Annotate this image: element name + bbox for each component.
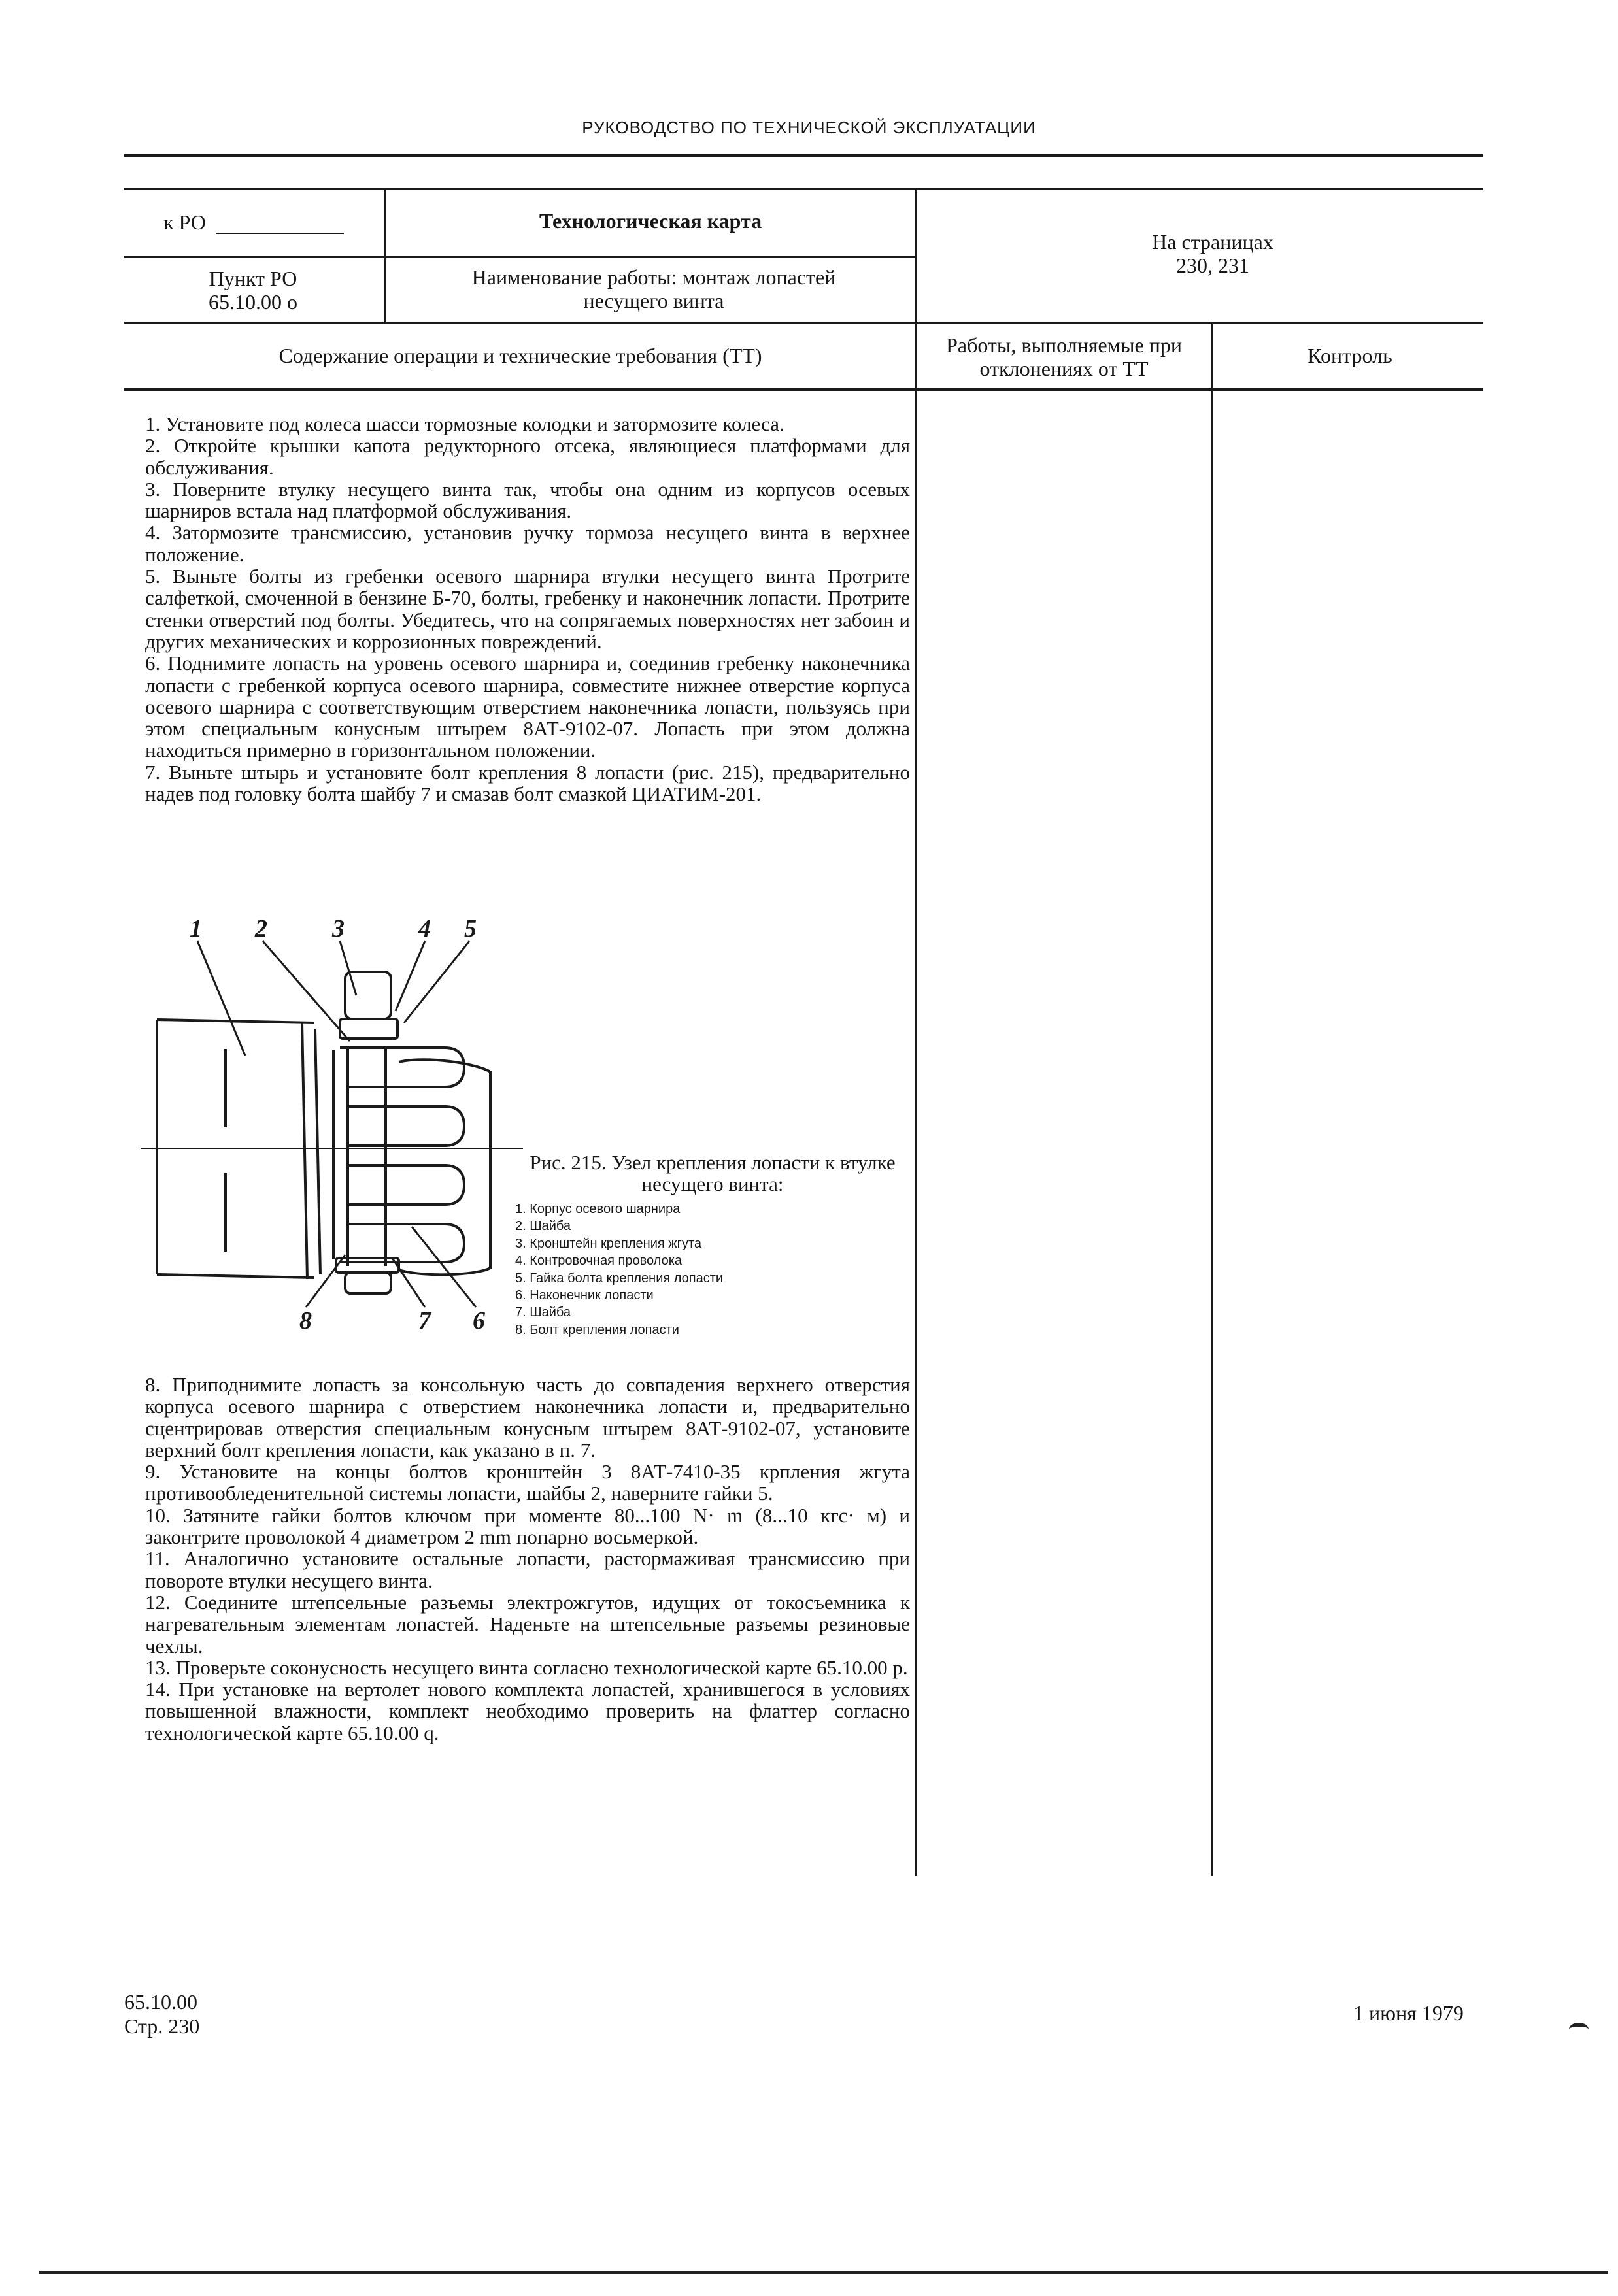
table-rule-header-bottom (124, 388, 1483, 391)
table-col-divider-1 (384, 190, 386, 323)
leader-lines (197, 941, 476, 1307)
table-rule-top (124, 188, 1483, 190)
scan-mark (1569, 2023, 1589, 2036)
operation-step: 11. Аналогично установите остальные лопасти, растормаживая трансмиссию при повороте втулки несущего винта. (145, 1547, 910, 1592)
operation-step: 12. Соедините штепсельные разъемы электрожгутов, идущих от токосъемника к нагревательным элементам лопастей. Наденьте на штепсельные разъемы резиновые чехлы. (145, 1590, 910, 1657)
footer-left (124, 1990, 199, 2038)
figure-part: 3. Кронштейн крепления жгута (515, 1236, 702, 1251)
callout-3: 3 (332, 915, 345, 942)
col-header-content: Содержание операции и технические требования (ТТ) (278, 344, 762, 367)
footer-page: Стр. 230 (124, 2014, 200, 2038)
operations-list (145, 413, 910, 805)
bolt-assembly (336, 972, 399, 1293)
callout-8: 8 (299, 1307, 312, 1335)
pages-label: На страницах (1152, 230, 1273, 254)
card-title: Технологическая карта (539, 209, 762, 233)
figure-part: 7. Шайба (515, 1305, 571, 1320)
item-ro-value: 65.10.00 о (209, 290, 297, 314)
item-ro (165, 267, 341, 314)
footer-doc-number: 65.10.00 (124, 1990, 197, 2014)
header-rule (124, 154, 1483, 157)
callout-2: 2 (255, 915, 267, 942)
running-header: РУКОВОДСТВО ПО ТЕХНИЧЕСКОЙ ЭКСПЛУАТАЦИИ (582, 118, 1036, 137)
operation-step: 8. Приподнимите лопасть за консольную часть до совпадения верхнего отверстия корпуса осевого шарнира с отверстием наконечника лопасти и, предварительно сцентрировав отверстия специальным конусным штырем 8АТ-9102-07, установите верхний болт крепления лопасти, как указано в п. 7. (145, 1373, 910, 1461)
ref-ro (163, 210, 346, 234)
figure-part: 6. Наконечник лопасти (515, 1288, 654, 1303)
operation-step: 1. Установите под колеса шасси тормозные колодки и затормозите колеса. (145, 412, 784, 435)
operation-step: 7. Выньте штырь и установите болт крепления 8 лопасти (рис. 215), предварительно надев под головку болта шайбу 7 и смазав болт смазкой ЦИАТИМ-201. (145, 760, 910, 806)
callout-7: 7 (418, 1307, 431, 1335)
col-header-deviations: Работы, выполняемые при отклонениях от ТТ (946, 333, 1182, 380)
figure-part: 4. Контровочная проволока (515, 1254, 683, 1269)
table-rule-mid (124, 256, 915, 258)
ref-ro-blank-line (216, 233, 344, 234)
blade-tip (333, 1048, 490, 1274)
pages-info (1115, 230, 1311, 277)
figure-part: 5. Гайка болта крепления лопасти (515, 1271, 724, 1286)
item-ro-label: Пункт РО (209, 267, 297, 290)
operation-step: 13. Проверьте соконусность несущего винта согласно технологической карте 65.10.00 р. (145, 1655, 908, 1679)
operation-step: 14. При установке на вертолет нового комплекта лопастей, хранившегося в условиях повышенной влажности, комплект необходимо проверить на флаттер согласно технологической карте 65.10.00 q. (145, 1678, 910, 1744)
footer-date: 1 июня 1979 (1353, 2001, 1464, 2025)
operation-step: 5. Выньте болты из гребенки осевого шарнира втулки несущего винта Протрите салфеткой, смоченной в бензине Б-70, болты, гребенку и наконечник лопасти. Протрите стенки отверстий под болты. Убедитесь, что на сопрягаемых поверхностях нет забоин и других механических и коррозионных повреждений. (145, 565, 910, 653)
operation-step: 10. Затяните гайки болтов ключом при моменте 80...100 N· m (8...10 кгс· м) и законтрите проволокой 4 диаметром 2 mm попарно восьмеркой. (145, 1503, 910, 1549)
pages-value: 230, 231 (1176, 254, 1249, 277)
table-col-divider-3 (1211, 323, 1213, 1876)
ref-ro-label: к РО (163, 210, 206, 234)
col-header-control: Контроль (1307, 344, 1392, 367)
figure-part: 2. Шайба (515, 1219, 571, 1234)
figure-215 (137, 912, 915, 1356)
operation-step: 3. Поверните втулку несущего винта так, чтобы она одним из корпусов осевых шарниров встала над платформой обслуживания. (145, 477, 910, 523)
figure-caption: Рис. 215. Узел крепления лопасти к втулке несущего винта: (530, 1151, 896, 1195)
callout-6: 6 (473, 1307, 485, 1335)
figure-part: 8. Болт крепления лопасти (515, 1322, 679, 1337)
operations-list-continued (145, 1374, 910, 1744)
callout-5: 5 (464, 915, 477, 942)
axial-hinge-body (157, 1020, 320, 1279)
table-rule-header-top (124, 322, 1483, 324)
operation-step: 9. Установите на концы болтов кронштейн 3 8АТ-7410-35 крпления жгута противообледенительной системы лопасти, шайбы 2, наверните гайки 5. (145, 1460, 910, 1505)
scan-edge-line (39, 2271, 1608, 2274)
operation-step: 2. Откройте крышки капота редукторного отсека, являющиеся платформами для обслуживания. (145, 434, 910, 479)
work-name: Наименование работы: монтаж лопастей несущего винта (471, 265, 836, 312)
callout-1: 1 (190, 915, 202, 942)
operation-step: 6. Поднимите лопасть на уровень осевого шарнира и, соединив гребенку наконечника лопасти с гребенкой корпуса осевого шарнира, совместите нижнее отверстие корпуса осевого шарнира с соответствующим отверстием наконечника лопасти, пользуясь при этом специальным конусным штырем 8АТ-9102-07. Лопасть при этом должна находиться примерно в горизонтальном положении. (145, 652, 910, 762)
figure-parts-list (515, 1201, 881, 1339)
operation-step: 4. Затормозите трансмиссию, установив ручку тормоза несущего винта в верхнее положение. (145, 521, 910, 566)
callout-4: 4 (418, 915, 431, 942)
table-col-divider-2 (915, 190, 917, 1876)
figure-part: 1. Корпус осевого шарнира (515, 1202, 681, 1216)
blade-attachment-drawing (137, 912, 523, 1356)
